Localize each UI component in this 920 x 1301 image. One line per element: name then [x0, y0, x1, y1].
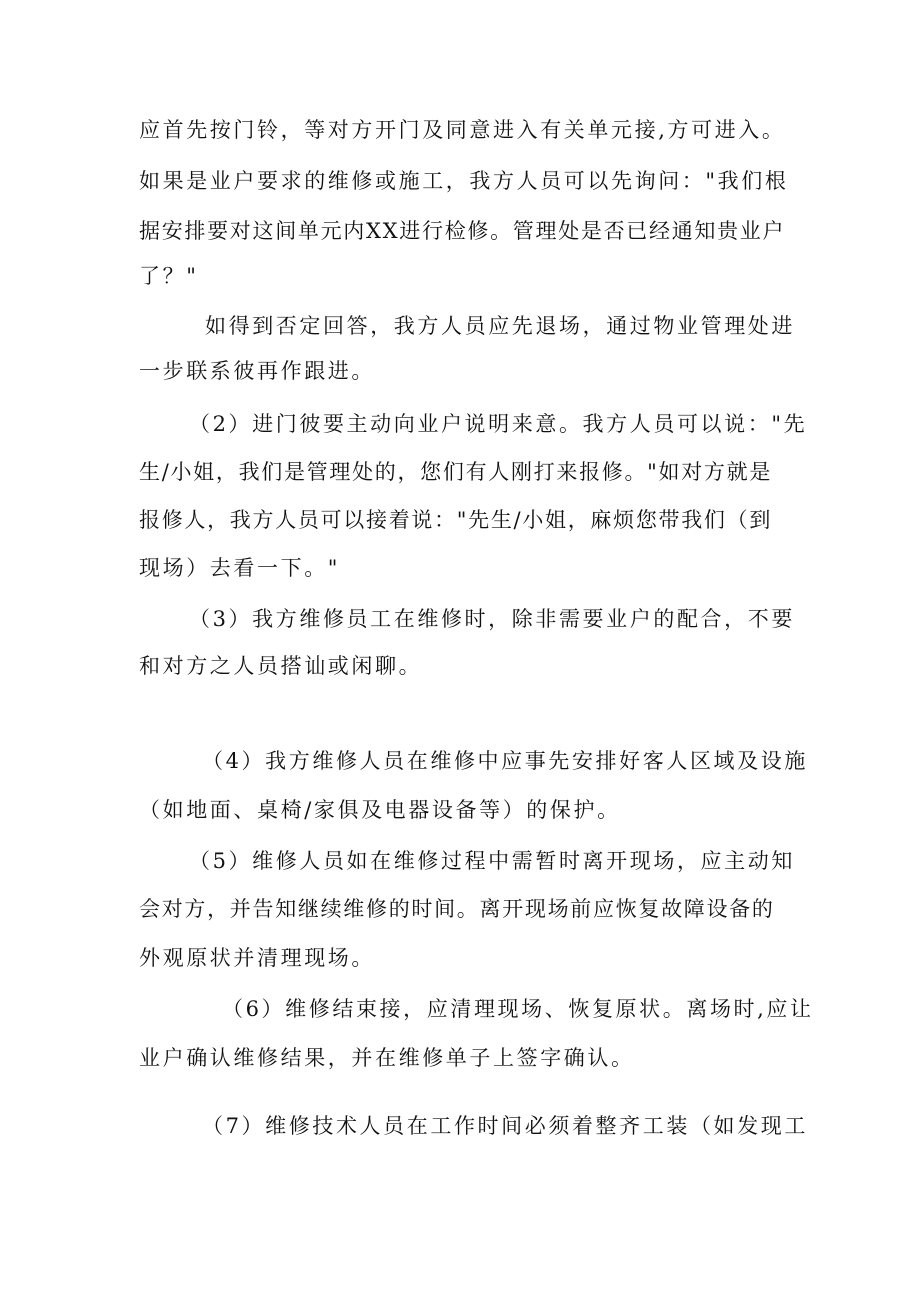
text-line: 外观原状并清理现场。 [139, 946, 375, 970]
text-line: 应首先按门铃，等对方开门及同意进入有关单元接,方可进入。 [139, 118, 786, 142]
text-line: （2）进门彼要主动向业户说明来意。我方人员可以说："先 [189, 412, 808, 436]
text-line: 如得到否定回答，我方人员应先退场，通过物业管理处进 [205, 314, 795, 338]
text-line: （7）维修技术人员在工作时间必须着整齐工装（如发现工 [202, 1114, 808, 1138]
text-line: （4）我方维修人员在维修中应事先安排好客人区域及设施 [202, 749, 808, 773]
text-line: 和对方之人员搭讪或闲聊。 [139, 654, 423, 678]
text-line: 一步联系彼再作跟进。 [139, 359, 375, 383]
text-line: 会对方，并告知继续维修的时间。离开现场前应恢复故障设备的 [139, 897, 775, 921]
text-line: 如果是业户要求的维修或施工，我方人员可以先询问："我们根 [139, 169, 789, 193]
text-line: 据安排要对这间单元内XX进行检修。管理处是否已经通知贵业户 [139, 219, 786, 243]
text-line: （如地面、桌椅/家俱及电器设备等）的保护。 [139, 798, 621, 822]
text-line: （3）我方维修员工在维修时，除非需要业户的配合，不要 [189, 607, 795, 631]
text-line: （5）维修人员如在维修过程中需暂时离开现场，应主动知 [189, 849, 795, 873]
text-line: 生/小姐，我们是管理处的，您们有人刚打来报修。"如对方就是 [139, 460, 773, 484]
text-line: 了？" [139, 264, 199, 288]
text-line: 现场）去看一下。" [139, 556, 341, 580]
text-line: 业户确认维修结果，并在维修单子上签字确认。 [139, 1046, 635, 1070]
text-line: 报修人，我方人员可以接着说："先生/小姐，麻烦您带我们（到 [139, 508, 773, 532]
text-line: （6）维修结束接，应清理现场、恢复原状。离场时,应让 [222, 997, 814, 1021]
